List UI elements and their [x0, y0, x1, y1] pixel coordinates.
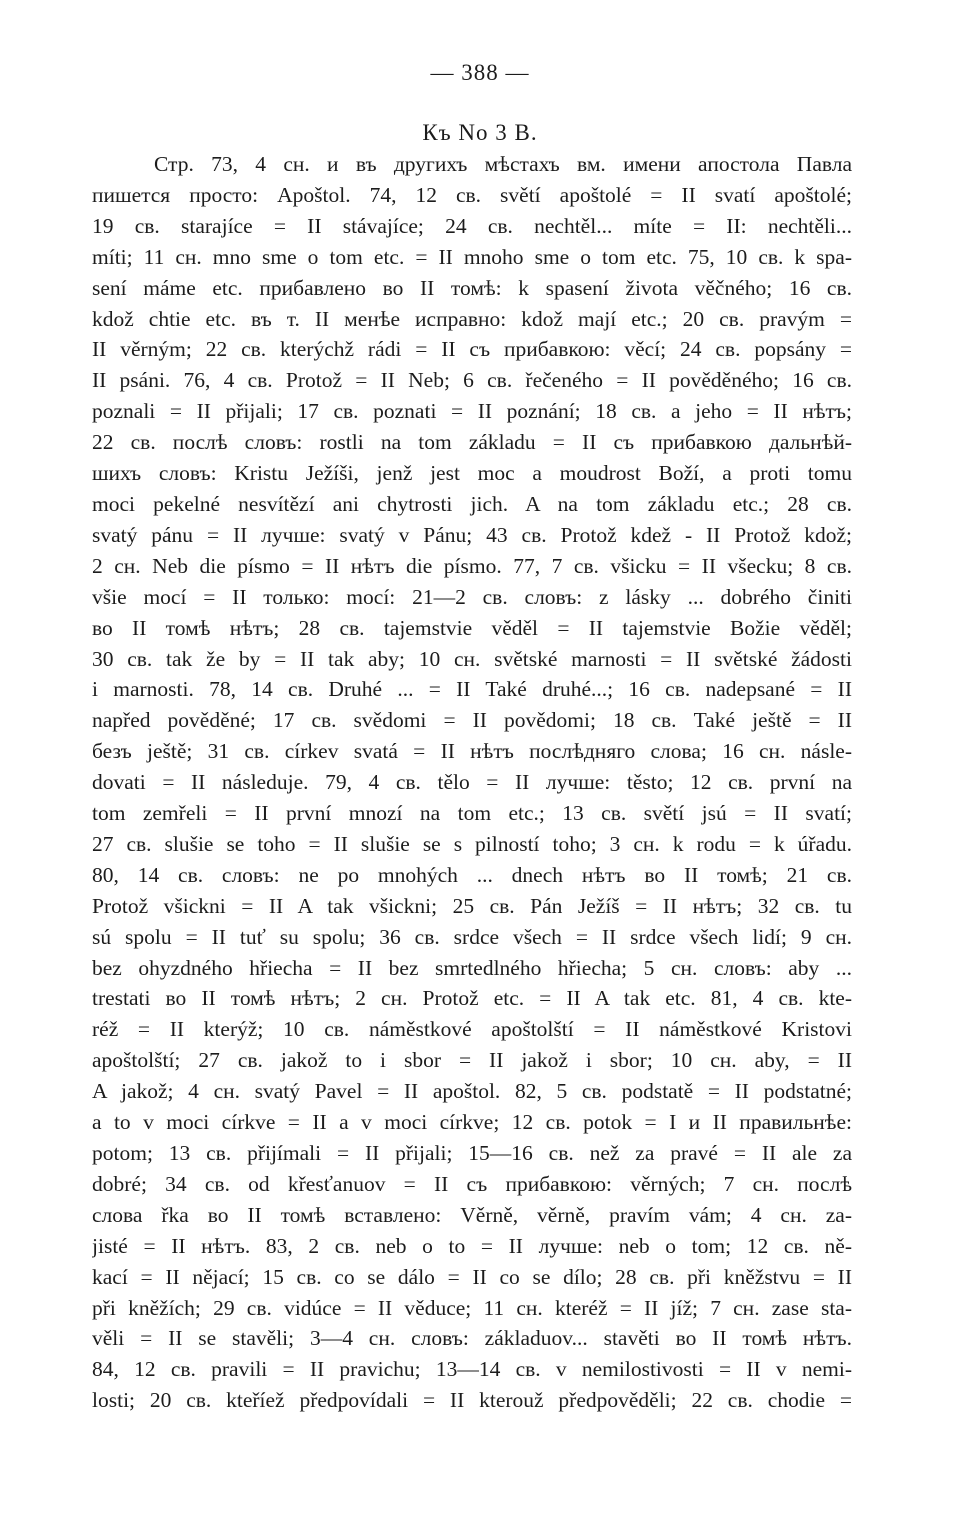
text-line: věli = II se stavěli; 3—4 сн. словъ: základuov... stavěti во II томѣ нѣтъ. [92, 1326, 852, 1351]
text-line: безъ ještě; 31 св. církev svatá = II нѣтъ послѣдняго слова; 16 сн. násle- [92, 739, 852, 764]
text-line: A jakož; 4 сн. svatý Pavel = II apoštol. 82, 5 св. podstatě = II podstatné; [92, 1079, 852, 1104]
text-line: 2 сн. Neb die písmo = II нѣтъ die písmo. 77, 7 св. všicku = II všecku; 8 св. [92, 553, 852, 578]
text-line: 80, 14 св. словъ: ne po mnohých ... dnech нѣтъ во II томѣ; 21 св. [92, 862, 852, 887]
text-line: dobré; 34 св. od křesťanuov = II съ прибавкою: věrných; 7 сн. послѣ [92, 1171, 852, 1196]
text-line: všie mocí = II только: mocí: 21—2 св. словъ: z lásky ... dobrého činiti [92, 584, 852, 609]
text-line: 27 св. slušie se toho = II slušie se s pilností toho; 3 сн. k rodu = k úřadu. [92, 831, 852, 856]
text-line: II věrným; 22 св. kterýchž rádi = II съ прибавкою: věcí; 24 св. popsány = [92, 337, 852, 362]
text-line: napřed pověděné; 17 св. svědomi = II povědomi; 18 св. Také ještě = II [92, 708, 852, 733]
text-line: poznali = II přijali; 17 св. poznati = II poznání; 18 св. a jeho = II нѣтъ; [92, 399, 852, 424]
text-line: 84, 12 св. pravili = II pravichu; 13—14 св. v nemilostivosti = II v nemi- [92, 1357, 852, 1382]
text-line: apoštolští; 27 св. jakož to i sbor = II jakož i sbor; 10 сн. aby, = II [92, 1048, 852, 1073]
text-line: tom zemřeli = II první mnozí na tom etc.; 13 св. světí jsú = II svatí; [92, 801, 852, 826]
text-line: во II томѣ нѣтъ; 28 св. tajemstvie věděl = II tajemstvie Božie věděl; [92, 615, 852, 640]
text-line: kací = II nějací; 15 св. co se dálo = II co se dílo; 28 св. při kněžstvu = II [92, 1264, 852, 1289]
text-line: moci pekelné nesvítězí ani chytrosti jich. A na tom základu etc.; 28 св. [92, 491, 852, 516]
text-line: jisté = II нѣтъ. 83, 2 св. neb o to = II лучше: neb o tom; 12 св. ně- [92, 1233, 852, 1258]
text-line: kdož chtie etc. въ т. II менѣе исправно: kdož mají etc.; 20 св. pravým = [92, 306, 852, 331]
page-number: — 388 — [430, 60, 530, 85]
text-line: při kněžích; 29 св. vidúce = II věduce; 11 сн. kteréž = II jíž; 7 сн. zase sta- [92, 1295, 852, 1320]
text-line: Стр. 73, 4 сн. и въ другихъ мѣстахъ вм. имени апостола Павла [154, 152, 852, 176]
text-line: 30 св. tak že by = II tak aby; 10 сн. světské marnosti = II světské žádosti [92, 646, 852, 671]
text-line: sú spolu = II tuť su spolu; 36 св. srdce všech = II srdce všech lidí; 9 сн. [92, 924, 852, 949]
text-line: Protož všickni = II A tak všickni; 25 св. Pán Ježíš = II нѣтъ; 32 св. tu [92, 893, 852, 918]
text-line: sení máme etc. прибавлено во II томѣ: k spasení života věčného; 16 св. [92, 275, 852, 300]
text-line: шихъ словъ: Kristu Ježíši, jenž jest moc a moudrost Boží, a proti tomu [92, 461, 852, 486]
text-line: dovati = II následuje. 79, 4 св. tělo = II лучше: těsto; 12 св. první na [92, 770, 852, 795]
section-heading: Къ No 3 B. [422, 120, 538, 145]
text-line: пишется просто: Apoštol. 74, 12 св. světí apoštolé = II svatí apoštolé; [92, 182, 852, 207]
text-line: i marnosti. 78, 14 св. Druhé ... = II Také druhé...; 16 св. nadepsané = II [92, 677, 852, 702]
text-line: 22 св. послѣ словъ: rostli na tom základu = II съ прибавкою дальнѣй- [92, 430, 852, 455]
text-line: réž = II kterýž; 10 св. náměstkové apoštolští = II náměstkové Kristovi [92, 1017, 852, 1042]
text-line: losti; 20 св. kteříež předpovídali = II kterouž předpověděli; 22 св. chodie = [92, 1388, 852, 1413]
text-line: II psáni. 76, 4 св. Protož = II Neb; 6 св. řečeného = II pověděného; 16 св. [92, 368, 852, 393]
text-line: potom; 13 св. přijímali = II přijali; 15—16 св. než za pravé = II ale za [92, 1141, 852, 1165]
text-line: 19 св. starajíce = II stávajíce; 24 св. nechtěl... míte = II: nechtěli... [92, 213, 852, 238]
text-line: a to v moci církve = II a v moci církve; 12 св. potok = I и II правильнѣе: [92, 1110, 852, 1135]
text-line: слова řka во II томѣ вставлено: Věrně, věrně, pravím vám; 4 сн. za- [92, 1202, 852, 1227]
text-line: trestati во II томѣ нѣтъ; 2 сн. Protož etc. = II A tak etc. 81, 4 св. kte- [92, 986, 852, 1011]
text-line: míti; 11 сн. mno sme o tom etc. = II mnoho sme o tom etc. 75, 10 св. k spa- [92, 244, 852, 269]
body-text [92, 149, 852, 1416]
text-line: bez ohyzdného hřiecha = II bez smrtedlného hřiecha; 5 сн. словъ: aby ... [92, 955, 852, 980]
text-line: svatý pánu = II лучше: svatý v Pánu; 43 св. Protož kdež - II Protož kdož; [92, 522, 852, 547]
